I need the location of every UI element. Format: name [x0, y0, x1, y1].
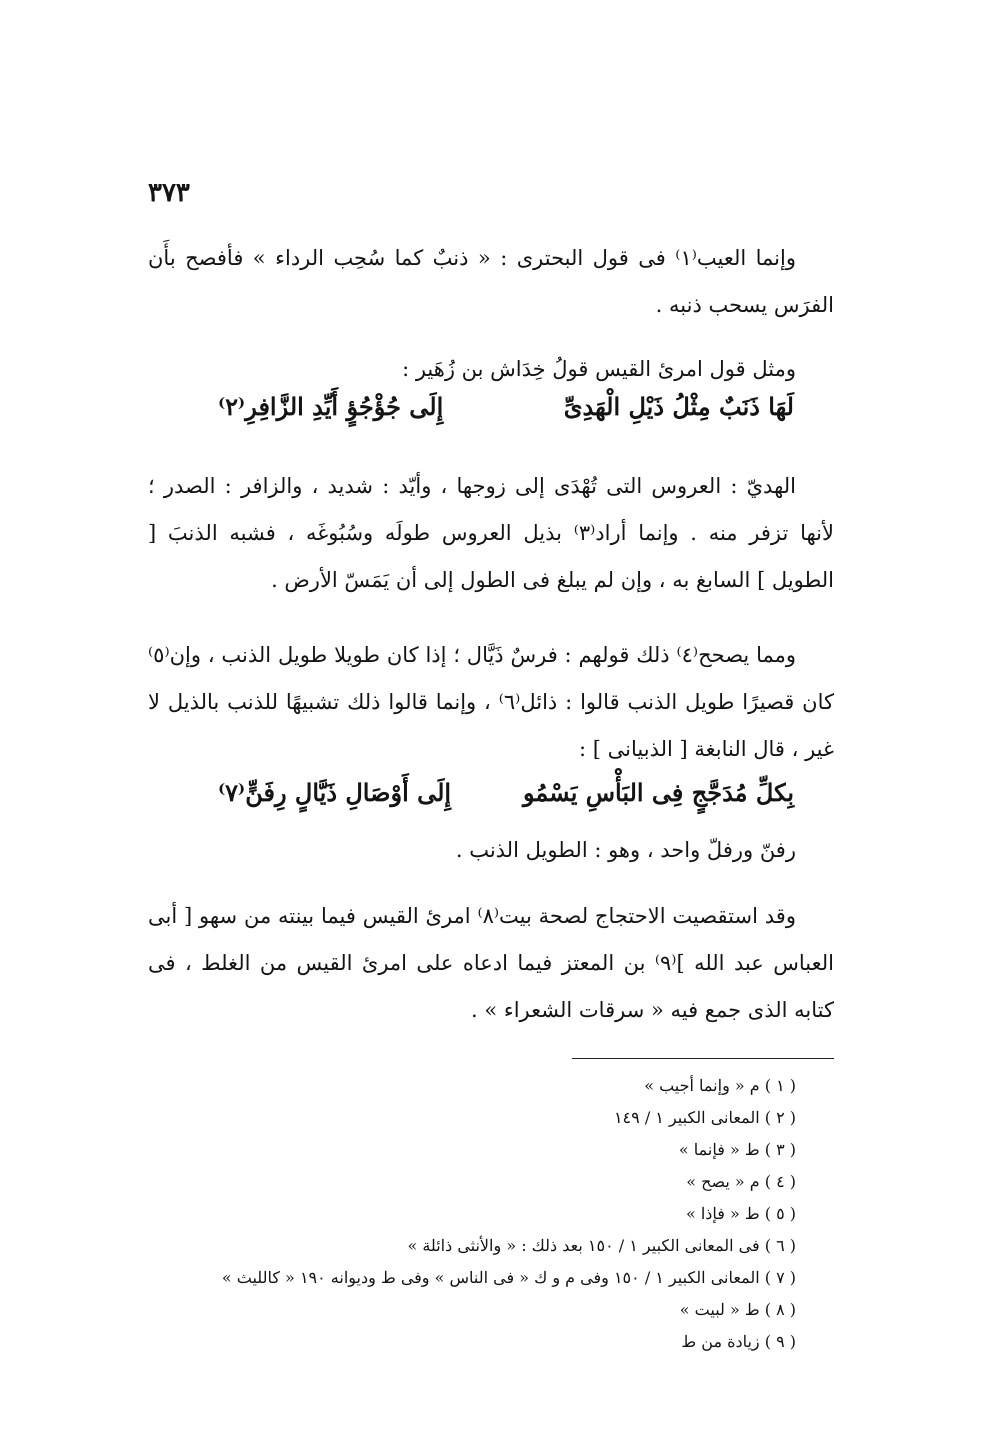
paragraph-4	[148, 632, 834, 773]
paragraph-6	[148, 893, 834, 1034]
paragraph-text: الهديّ : العروس التى تُهْدَى إلى زوجها ، وأيّد : شديد ، والزافر : الصدر ؛ لأنها تزفر منه . وإنما أراد⁽٣⁾ بذيل العروس طولَه وسُبُوغَه ، فشبه الذنبَ [ الطويل ] السابغ به ، وإن لم يبلغ فى الطول إلى أن يَمَسّ الأرض .	[148, 474, 834, 592]
verse-2-first-hemistich: بِكلِّ مُدَجَّجٍ فِى البَأْسِ يَسْمُو	[523, 778, 794, 807]
verse-1-first-hemistich: لَهَا ذَنَبٌ مِثْلُ ذَيْلِ الْهَدِىِّ	[563, 392, 794, 421]
paragraph-text: وإنما العيب⁽١⁾ فى قول البحترى : « ذنبٌ كما سُحِب الرداء » فأفصح بأَن الفرَس يسحب ذنبه .	[148, 246, 834, 317]
footnote-9: ( ٩ ) زيادة من ط	[681, 1332, 796, 1351]
paragraph-text: ومثل قول امرئ القيس قولُ خِدَاش بن زُهَير :	[402, 357, 796, 381]
footnote-7: ( ٧ ) المعانى الكبير ١ / ١٥٠ وفى م و ك « فى الناس » وفى ط وديوانه ١٩٠ « كالليث »	[221, 1268, 796, 1287]
paragraph-text: رفنّ ورفلّ واحد ، وهو : الطويل الذنب .	[455, 838, 796, 862]
verse-2	[148, 778, 834, 822]
footnotes	[148, 1070, 796, 1358]
paragraph-text: ومما يصحح⁽٤⁾ ذلك قولهم : فرسٌ ذَيَّال ؛ إذا كان طويلا طويل الذنب ، وإن⁽٥⁾ كان قصيرًا طويل الذنب قالوا : ذائل⁽٦⁾ ، وإنما قالوا ذلك تشبيهًا للذنب بالذيل لا غير ، قال النابغة [ الذبيانى ] :	[148, 643, 834, 761]
footnote-6: ( ٦ ) فى المعانى الكبير ١ / ١٥٠ بعد ذلك : « والأنثى ذائلة »	[407, 1236, 796, 1255]
paragraph-text: وقد استقصيت الاحتجاج لصحة بيت⁽٨⁾ امرئ القيس فيما بينته من سهو [ أبى العباس عبد الله ]⁽٩⁾ بن المعتز فيما ادعاه على امرئ القيس من الغلط ، فى كتابه الذى جمع فيه « سرقات الشعراء » .	[148, 904, 834, 1022]
footnote-5: ( ٥ ) ط « فإذا »	[685, 1204, 796, 1223]
footnote-2: ( ٢ ) المعانى الكبير ١ / ١٤٩	[613, 1108, 796, 1127]
page-number: ٣٧٣	[148, 178, 190, 208]
verse-1	[148, 392, 834, 436]
footnote-3: ( ٣ ) ط « فإنما »	[678, 1140, 796, 1159]
verse-1-second-hemistich: إِلَى جُؤْجُؤٍ أَيِّدِ الزَّافِرِ⁽٢⁾	[218, 392, 444, 421]
paragraph-2	[148, 346, 834, 393]
footnote-1: ( ١ ) م « وإنما أجيب »	[644, 1076, 796, 1095]
paragraph-1	[148, 235, 834, 329]
footnote-4: ( ٤ ) م « يصح »	[686, 1172, 796, 1191]
paragraph-3	[148, 463, 834, 604]
footnote-8: ( ٨ ) ط « لبيت »	[679, 1300, 796, 1319]
verse-2-second-hemistich: إِلَى أَوْصَالِ ذَيَّالٍ رِفَنٍّ⁽٧⁾	[218, 778, 452, 807]
footnote-divider	[572, 1058, 834, 1059]
paragraph-5	[148, 827, 834, 874]
